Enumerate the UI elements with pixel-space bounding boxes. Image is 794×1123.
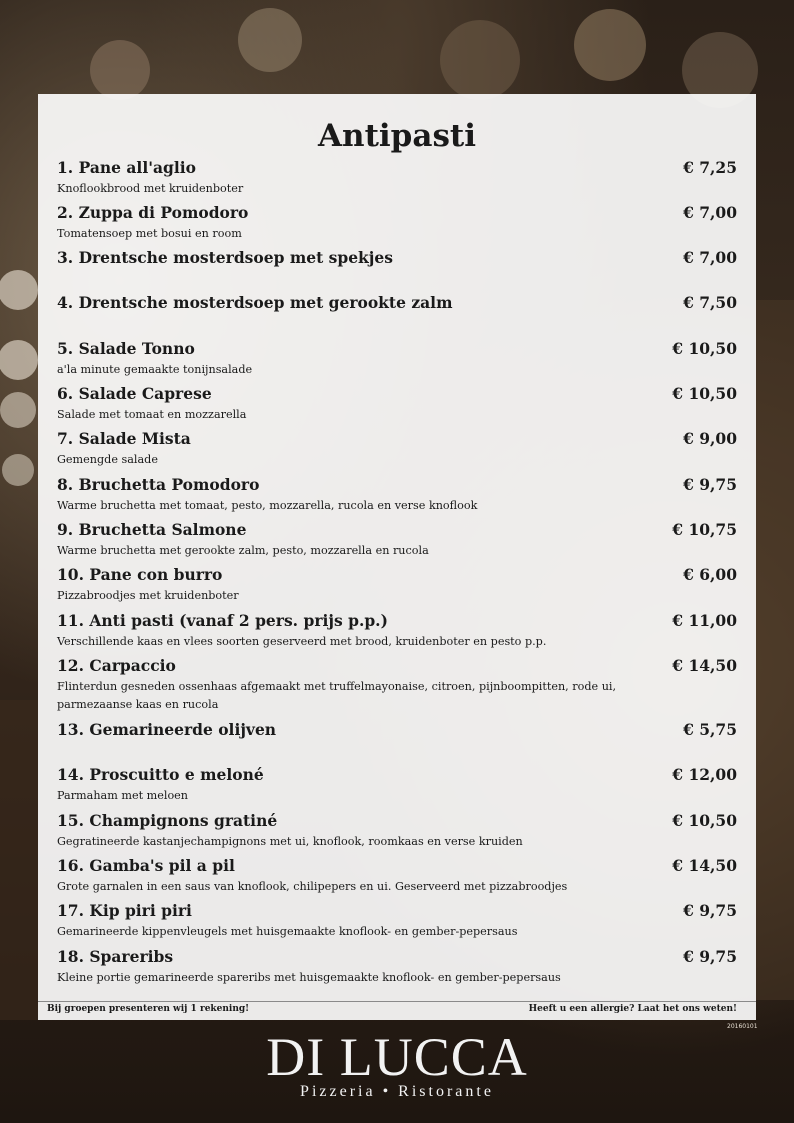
logo-tagline: Pizzeria • Ristorante xyxy=(300,1083,494,1100)
item-name: 15. Champignons gratiné xyxy=(57,811,278,830)
item-description: Salade met tomaat en mozzarella xyxy=(57,408,247,421)
item-name: 5. Salade Tonno xyxy=(57,339,195,358)
item-name: 17. Kip piri piri xyxy=(57,901,192,920)
menu-panel xyxy=(38,94,756,1020)
item-description: Verschillende kaas en vlees soorten geserveerd met brood, kruidenboter en pesto p.p. xyxy=(57,635,547,648)
item-name: 1. Pane all'aglio xyxy=(57,158,196,177)
item-price: € 7,50 xyxy=(683,293,737,312)
item-name: 10. Pane con burro xyxy=(57,565,223,584)
document-code: 20160101 xyxy=(727,1023,758,1030)
item-description: Gemarineerde kippenvleugels met huisgemaakte knoflook- en gember-pepersaus xyxy=(57,925,518,938)
item-description: Warme bruchetta met tomaat, pesto, mozzarella, rucola en verse knoflook xyxy=(57,499,478,512)
item-price: € 10,75 xyxy=(672,520,737,539)
item-name: 16. Gamba's pil a pil xyxy=(57,856,235,875)
item-price: € 9,00 xyxy=(683,429,737,448)
item-description: Flinterdun gesneden ossenhaas afgemaakt met truffelmayonaise, citroen, pijnboompitten, rode ui, parmezaanse kaas en rucola xyxy=(57,680,617,711)
item-description: Grote garnalen in een saus van knoflook, chilipepers en ui. Geserveerd met pizzabroodjes xyxy=(57,880,568,893)
item-description: Gemengde salade xyxy=(57,453,158,466)
group-bill-note: Bij groepen presenteren wij 1 rekening! xyxy=(47,1004,250,1014)
item-description: Pizzabroodjes met kruidenboter xyxy=(57,589,239,602)
item-name: 12. Carpaccio xyxy=(57,656,176,675)
allergy-note: Heeft u een allergie? Laat het ons weten! xyxy=(528,1004,737,1014)
item-price: € 5,75 xyxy=(683,720,737,739)
item-description: Warme bruchetta met gerookte zalm, pesto, mozzarella en rucola xyxy=(57,544,429,557)
item-name: 18. Spareribs xyxy=(57,947,174,966)
item-price: € 14,50 xyxy=(672,656,737,675)
item-price: € 14,50 xyxy=(672,856,737,875)
item-price: € 6,00 xyxy=(683,565,737,584)
item-name: 4. Drentsche mosterdsoep met gerookte zalm xyxy=(57,293,453,312)
item-price: € 7,00 xyxy=(683,248,737,267)
brand-logo xyxy=(244,1027,550,1101)
item-name: 13. Gemarineerde olijven xyxy=(57,720,277,739)
item-price: € 9,75 xyxy=(683,475,737,494)
item-description: Gegratineerde kastanjechampignons met ui, knoflook, roomkaas en verse kruiden xyxy=(57,835,523,848)
item-price: € 9,75 xyxy=(683,901,737,920)
menu-title: Antipasti xyxy=(318,118,476,154)
item-name: 3. Drentsche mosterdsoep met spekjes xyxy=(57,248,393,267)
item-price: € 10,50 xyxy=(672,339,737,358)
item-description: Kleine portie gemarineerde spareribs met huisgemaakte knoflook- en gember-pepersaus xyxy=(57,971,561,984)
item-price: € 11,00 xyxy=(672,611,737,630)
item-name: 11. Anti pasti (vanaf 2 pers. prijs p.p.) xyxy=(57,611,388,630)
item-description: Tomatensoep met bosui en room xyxy=(57,227,242,240)
item-name: 2. Zuppa di Pomodoro xyxy=(57,203,249,222)
item-description: a'la minute gemaakte tonijnsalade xyxy=(57,363,253,376)
item-description: Knoflookbrood met kruidenboter xyxy=(57,182,244,195)
item-price: € 9,75 xyxy=(683,947,737,966)
item-name: 8. Bruchetta Pomodoro xyxy=(57,475,260,494)
item-price: € 7,00 xyxy=(683,203,737,222)
item-price: € 12,00 xyxy=(672,765,737,784)
item-name: 9. Bruchetta Salmone xyxy=(57,520,247,539)
item-name: 7. Salade Mista xyxy=(57,429,191,448)
item-description: Parmaham met meloen xyxy=(57,789,189,802)
item-name: 6. Salade Caprese xyxy=(57,384,212,403)
item-price: € 7,25 xyxy=(683,158,737,177)
item-price: € 10,50 xyxy=(672,384,737,403)
item-name: 14. Proscuitto e meloné xyxy=(57,765,264,784)
footer-divider xyxy=(38,1001,756,1002)
item-price: € 10,50 xyxy=(672,811,737,830)
logo-name: DI LUCCA xyxy=(266,1027,528,1087)
